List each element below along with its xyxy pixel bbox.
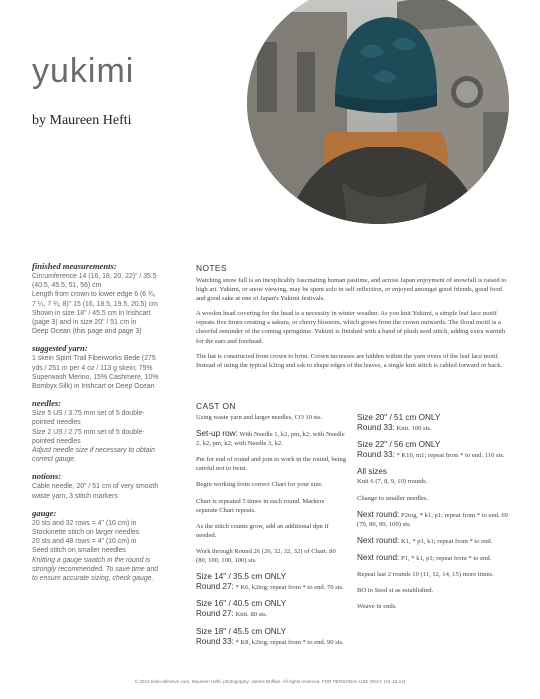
- detail-note: to ensure accurate sizing, check gauge.: [32, 575, 154, 583]
- detail-line: 7 ¼, 7 ¾, 8)" 15 (16, 18.5, 19.5, 20.5) cm: [32, 300, 158, 308]
- detail-line: (page 3) and in size 20" / 51 cm in: [32, 319, 137, 327]
- step-text: Knit. 100 sts.: [396, 425, 432, 433]
- size-heading: Size 14" / 35.5 cm ONLY: [196, 572, 287, 582]
- detail-line: Size 2 US / 2.75 mm set of 5 double-: [32, 428, 145, 436]
- instruction-step: [196, 413, 346, 422]
- size-instruction: [196, 572, 346, 592]
- detail-note: Knitting a gauge swatch in the round is: [32, 556, 151, 564]
- instructions-column-right: [357, 413, 509, 618]
- detail-line: pointed needles: [32, 437, 81, 445]
- step-text: Knit. 80 sts.: [235, 611, 268, 619]
- step-text: Using waste yarn and larger needles, CO 10 sts.: [196, 414, 323, 421]
- step-text: P1, * k1, p1; repeat from * to end.: [400, 554, 492, 562]
- instruction-step: [196, 522, 346, 540]
- detail-line: 20 sts and 32 rows = 4" (10 cm) in: [32, 519, 137, 527]
- gauge: [32, 508, 184, 583]
- size-instruction: [196, 599, 346, 619]
- step-head: Set-up row:: [196, 429, 238, 439]
- step-text: With Needle 1, k2, pm, k2; with Needle 2, k2, pm, k2; with Needle 3, k2.: [196, 431, 345, 448]
- detail-line: 20 sts and 48 rows = 4" (10 cm) in: [32, 538, 137, 546]
- pattern-details-sidebar: [32, 261, 184, 590]
- detail-line: Deep Ocean (this page and page 3): [32, 328, 142, 336]
- instruction-step: [196, 455, 346, 473]
- instruction-step: [357, 602, 509, 611]
- notes-body: [196, 276, 508, 376]
- size-heading: Size 18" / 45.5 cm ONLY: [196, 626, 287, 636]
- step-text: BO in Seed st as established.: [357, 587, 434, 595]
- round-label: Next round:: [357, 535, 400, 545]
- instruction-step: [357, 553, 509, 563]
- section-heading: needles:: [32, 398, 62, 409]
- notes-paragraph: A woolen head covering for the head is a necessity in winter weather. As you knit Yukimi, a simple leaf lace motif repeats five times creating a sakura, or cherry blossom, which grows from the crown outwards. The floral motif is a cheerful reminder of the coming springtime. Yukimi is finished with a band of plush seed stitch, adding extra warmth for the ears and forehead.: [196, 310, 506, 345]
- detail-line: Bombyx Silk) in Irishcart or Deep Ocean: [32, 383, 155, 391]
- size-heading: Size 20" / 51 cm ONLY: [357, 413, 441, 422]
- instruction-step: [357, 570, 509, 579]
- notions: [32, 471, 184, 500]
- instruction-step: [357, 586, 509, 595]
- detail-line: Size 5 US / 3.75 mm set of 5 double-: [32, 410, 145, 418]
- round-label: Round 33:: [357, 450, 395, 460]
- instruction-step: [196, 480, 346, 489]
- instructions-column-left: [196, 413, 346, 654]
- instruction-step: [196, 497, 346, 515]
- round-label: Next round:: [357, 509, 400, 519]
- notes-paragraph: The hat is constructed from crown to brim. Crown increases are hidden within the yarn overs of the leaf lace motif. Instead of using the typical k2tog and ssk to shape edges of the leaves, a single knit stitch is cabled forward or back.: [196, 352, 503, 369]
- copyright-footer: © 2013 holiccollective.com, Maureen Hefti. photography: James Briffain. All rights reserved. FOR PERSONAL USE ONLY. (V1.15.13): [134, 679, 406, 684]
- section-heading: suggested yarn:: [32, 343, 88, 354]
- designer-byline: by Maureen Hefti: [32, 113, 132, 128]
- size-instruction: [357, 440, 509, 460]
- size-instruction: [357, 467, 509, 486]
- step-text: Chart is repeated 5 times in each round. Markers separate Chart repeats.: [196, 497, 325, 514]
- step-text: * K8, k2tog; repeat from * to end. 90 sts.: [235, 638, 344, 646]
- detail-line: Cable needle, 20" / 51 cm of very smooth: [32, 483, 159, 491]
- detail-line: Seed stitch on smaller needles: [32, 547, 126, 555]
- step-text: K1, * p1, k1; repeat from * to end.: [400, 537, 493, 545]
- detail-line: (40.5, 45.5, 51, 56) cm: [32, 282, 102, 290]
- instruction-step: [357, 510, 509, 529]
- detail-note: strongly recommended. To save time and: [32, 565, 159, 573]
- instruction-step: [357, 536, 509, 546]
- finished-measurements: [32, 261, 184, 336]
- round-label: Next round:: [357, 552, 400, 562]
- detail-line: waste yarn, 3 stitch markers: [32, 492, 118, 500]
- step-text: Change to smaller needles.: [357, 494, 429, 502]
- detail-line: Circumference 14 (16, 18, 20, 22)" / 35.5: [32, 273, 157, 280]
- notes-heading: NOTES: [196, 263, 227, 273]
- detail-line: Stockinette stitch on larger needles: [32, 529, 140, 537]
- needles: [32, 398, 184, 464]
- step-text: Repeat last 2 rounds 10 (11, 12, 14, 15) more times.: [357, 571, 494, 579]
- round-label: Round 33:: [196, 636, 234, 646]
- cast-on-heading: CAST ON: [196, 401, 236, 411]
- detail-line: 1 skein Spirit Trail Fiberworks Bede (275: [32, 355, 156, 363]
- detail-line: Superwash Merino, 15% Cashmere, 10%: [32, 373, 159, 381]
- round-label: Round 33:: [357, 423, 395, 433]
- step-text: Knit 6 (7, 8, 9, 10) rounds.: [357, 478, 428, 486]
- step-text: * K10, m1; repeat from * to end. 110 sts.: [396, 452, 505, 460]
- round-label: Round 27:: [196, 609, 234, 619]
- instruction-step: [196, 547, 346, 565]
- section-heading: finished measurements:: [32, 261, 117, 271]
- hat-photo: [247, 0, 509, 224]
- size-heading: All sizes: [357, 467, 388, 477]
- detail-line: Shown in size 18" / 45.5 cm in Irishcart: [32, 309, 151, 317]
- notes-paragraph: Watching snow fall is an inexplicably fascinating human pastime, and across Japan enjoyment of snowfall is raised to high art. Yukimi, or snow viewing, may be spent solo in self reflection, or enjoyed amongst good friends, good food and good sake at one of Japan's Yukimi festivals.: [196, 277, 507, 303]
- section-heading: notions:: [32, 471, 62, 482]
- detail-line: yds / 251 m per 4 oz / 113 g skein; 75%: [32, 364, 153, 372]
- step-text: Begin working from correct Chart for your size.: [196, 481, 323, 489]
- step-text: Weave in ends.: [357, 603, 397, 611]
- detail-note: correct gauge.: [32, 456, 77, 464]
- size-instruction: [196, 627, 346, 647]
- step-text: Work through Round 26 (26, 32, 32, 32) of Chart. 80 (80, 100, 100, 100) sts.: [196, 547, 336, 565]
- step-text: * K6, k2tog; repeat from * to end. 70 sts.: [235, 584, 344, 592]
- size-heading: Size 22" / 56 cm ONLY: [357, 440, 441, 450]
- section-heading: gauge:: [32, 507, 57, 518]
- step-text: P2tog, * k1, p1; repeat from * to end. 69 (79, 89, 99, 109) sts.: [357, 511, 508, 528]
- instruction-step: [357, 494, 509, 503]
- step-text: Pm for end of round and join to work in the round, being careful not to twist.: [196, 456, 346, 473]
- round-label: Round 27:: [196, 582, 234, 592]
- suggested-yarn: [32, 343, 184, 391]
- detail-line: Length from crown to lower edge 6 (6 ¾,: [32, 291, 156, 299]
- size-instruction: [357, 413, 509, 433]
- instruction-step: [196, 429, 346, 448]
- detail-note: Adjust needle size if necessary to obtain: [32, 447, 155, 455]
- size-heading: Size 16" / 40.5 cm ONLY: [196, 599, 287, 609]
- pattern-title: yukimi: [32, 52, 135, 90]
- detail-line: pointed needles: [32, 419, 81, 427]
- step-text: As the stitch counts grow, add an additional dpn if needed.: [196, 522, 329, 539]
